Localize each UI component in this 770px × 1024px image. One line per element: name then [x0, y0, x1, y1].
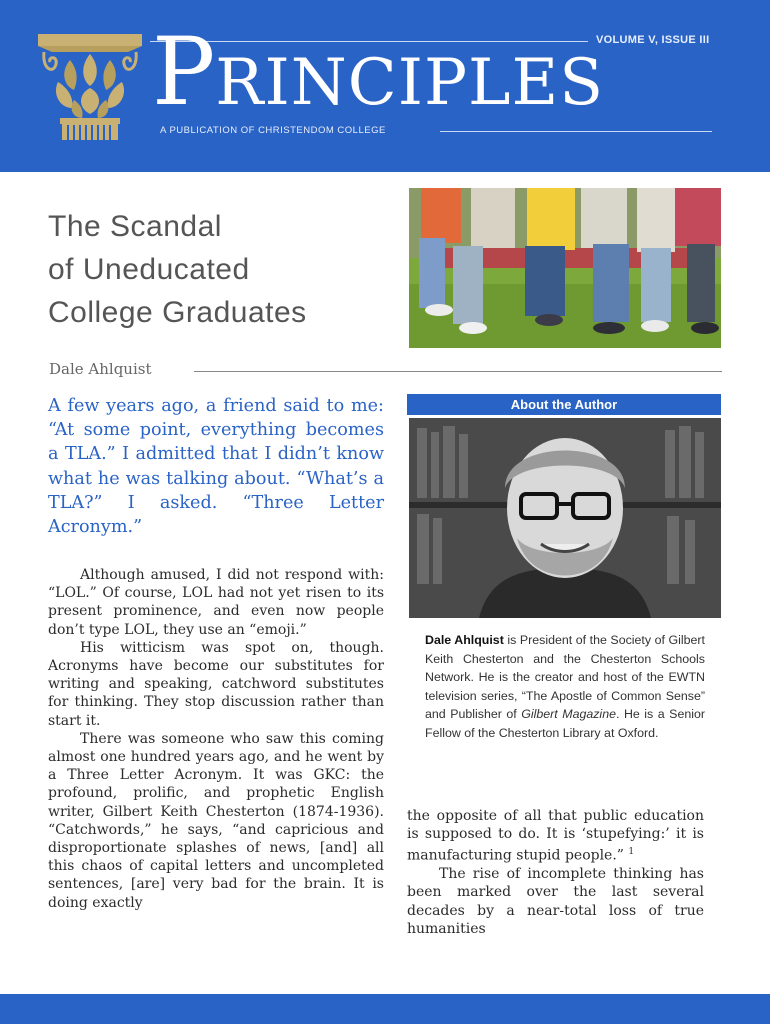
- footnote-marker: 1: [628, 847, 635, 858]
- body-paragraph: There was someone who saw this coming almost one hundred years ago, and he went by a Three Letter Acronym. It was GKC: the profound, prolific, and prophetic English writer, Gilbert Keith Chesterton (1874-1936). “Catchwords,” he says, “and capricious and disproportionate splashes of news, [and] all this chaos of capital letters and uncompleted sentences, [are] very bad for the brain. It is doing exactly: [48, 730, 384, 911]
- students-photo: [409, 188, 721, 348]
- title-line: of Uneducated: [48, 253, 250, 286]
- footer-band: [0, 994, 770, 1024]
- about-author-heading: About the Author: [407, 394, 721, 415]
- body-paragraph: The rise of incomplete thinking has been marked over the last several decades by a near-total loss of true humanities: [407, 866, 704, 937]
- masthead-rule-bottom: [440, 131, 712, 132]
- body-column-left: [48, 566, 384, 912]
- author-bio: [425, 631, 705, 743]
- volume-issue: VOLUME V, ISSUE III: [596, 34, 710, 46]
- continued-text: the opposite of all that public education is supposed to do. It is ‘stupefying:’ it is manufacturing stupid people.”: [407, 808, 704, 865]
- lead-paragraph: A few years ago, a friend said to me: “At some point, everything becomes a TLA.” I admitted that I didn’t know what he was talking about. “What’s a TLA?” I asked. “Three Letter Acronym.”: [48, 396, 384, 538]
- corinthian-capital-logo: [34, 30, 146, 142]
- header-banner: [0, 0, 770, 172]
- masthead-title: [152, 18, 605, 127]
- masthead-initial: P: [152, 18, 216, 127]
- bio-text-end: . He is a Senior Fellow of the Chesterton Library at Oxford.: [425, 707, 705, 740]
- publication-line: A PUBLICATION OF CHRISTENDOM COLLEGE: [160, 125, 386, 136]
- masthead-rest: RINCIPLES: [215, 46, 605, 120]
- byline-rule: [194, 371, 722, 372]
- bio-name: Dale Ahlquist: [425, 633, 504, 647]
- body-paragraph: His witticism was spot on, though. Acronyms have become our substitutes for writing and speaking, catchword substitutes for thinking. They stop discussion rather than start it.: [48, 639, 384, 729]
- title-line: The Scandal: [48, 210, 222, 243]
- body-paragraph-continued: [407, 807, 704, 865]
- byline: Dale Ahlquist: [49, 360, 152, 378]
- bio-magazine: Gilbert Magazine: [521, 707, 616, 722]
- body-paragraph: Although amused, I did not respond with: “LOL.” Of course, LOL had not yet risen to its present prominence, and even now people don’t type LOL, they use an “emoji.”: [48, 567, 384, 638]
- author-portrait: [409, 418, 721, 618]
- bio-text: is President of the Society of Gilbert Keith Chesterton and the Chesterton Schools Network. He is the creator and host of the EWTN television series, “The Apostle of Common Sense” and Publisher of: [425, 633, 705, 722]
- body-column-right: [407, 807, 704, 938]
- article-title: [48, 205, 408, 334]
- title-line: College Graduates: [48, 296, 307, 329]
